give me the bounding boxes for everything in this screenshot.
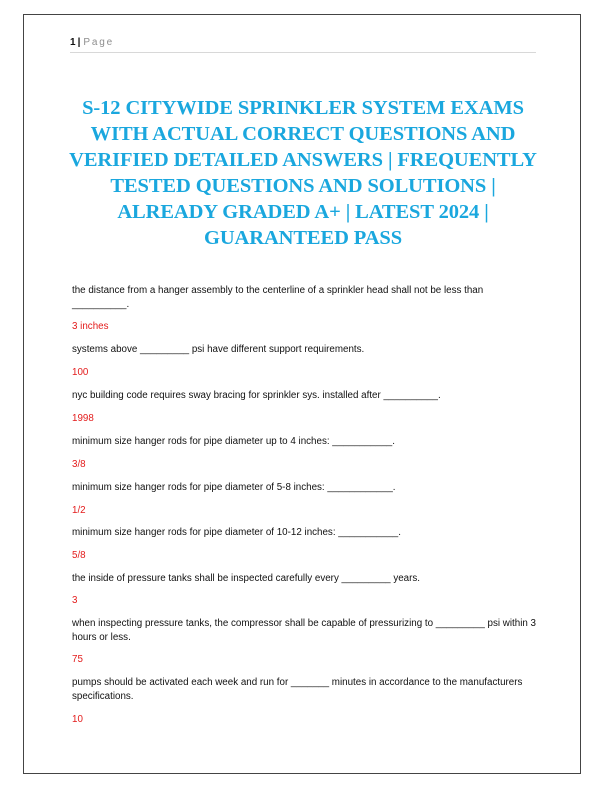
page-label: Page [83,37,114,48]
question-5: minimum size hanger rods for pipe diameter of 5-8 inches: ____________. [72,482,396,493]
page-number: 1 [70,37,76,48]
answer-4: 3/8 [72,459,86,470]
answer-3: 1998 [72,413,94,424]
answer-1: 3 inches [72,321,109,332]
page-header-separator: | [77,37,81,48]
page-header [70,36,536,53]
question-9: pumps should be activated each week and run for _______ minutes in accordance to the manufacturers specifications. [72,677,523,702]
answer-6: 5/8 [72,550,86,561]
answer-5: 1/2 [72,505,86,516]
answer-8: 75 [72,654,83,665]
question-6: minimum size hanger rods for pipe diameter of 10-12 inches: ___________. [72,527,401,538]
question-8: when inspecting pressure tanks, the compressor shall be capable of pressurizing to _________ psi within 3 hours or less. [72,618,536,643]
question-7: the inside of pressure tanks shall be inspected carefully every _________ years. [72,573,420,584]
answer-9: 10 [72,714,83,725]
answer-7: 3 [72,595,78,606]
question-3: nyc building code requires sway bracing for sprinkler sys. installed after __________. [72,390,441,401]
question-1: the distance from a hanger assembly to the centerline of a sprinkler head shall not be less than __________. [72,285,484,310]
document-title: S-12 CITYWIDE SPRINKLER SYSTEM EXAMS WITH ACTUAL CORRECT QUESTIONS AND VERIFIED DETAILED ANSWERS | FREQUENTLY TESTED QUESTIONS AND SOLUTIONS | ALREADY GRADED A+ | LATEST 2024 | GUARANTEED PASS [69,97,537,249]
question-4: minimum size hanger rods for pipe diameter up to 4 inches: ___________. [72,436,395,447]
question-2: systems above _________ psi have different support requirements. [72,344,365,355]
answer-2: 100 [72,367,89,378]
